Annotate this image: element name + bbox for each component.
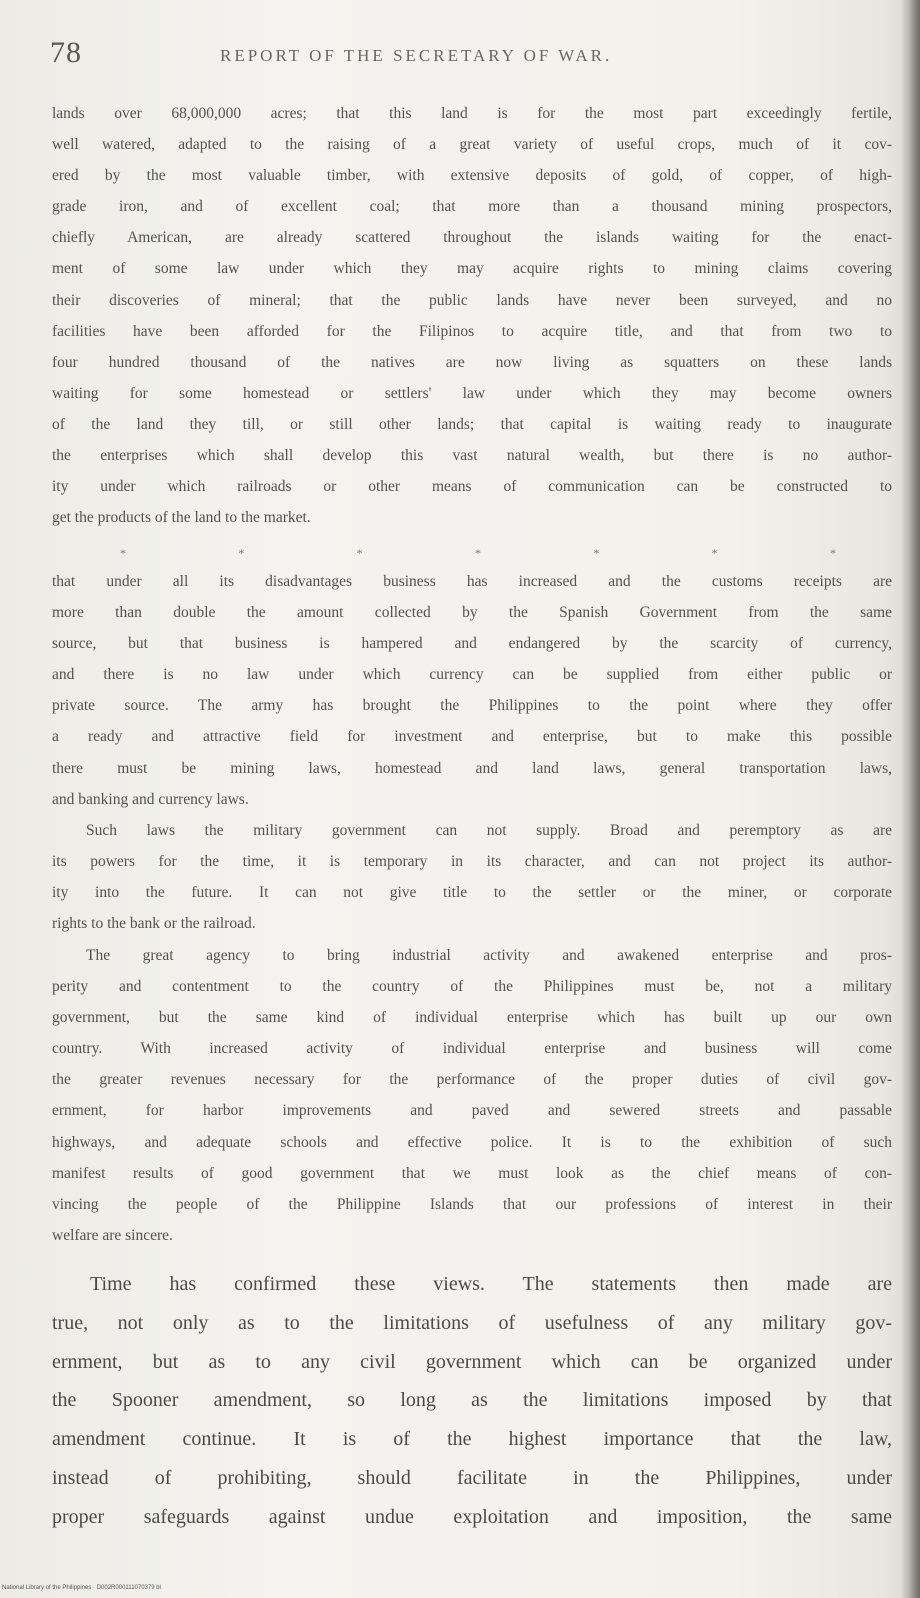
asterisk: * [711,546,718,560]
text-line: government, but the same kind of individual enterprise which has built up our own [52,1009,892,1027]
text-line: Such laws the military government can not supply. Broad and peremptory as are [86,822,892,839]
text-line: facilities have been afforded for the Filipinos to acquire title, and that from two to [52,322,892,340]
text-line: private source. The army has brought the Philippines to the point where they offer [52,697,892,715]
text-line: their discoveries of mineral; that the public lands have never been surveyed, and no [52,291,892,309]
asterisk: * [593,546,600,560]
text-line: that under all its disadvantages business has increased and the customs receipts are [52,573,892,590]
text-line: ity into the future. It can not give title to the settler or the miner, or corporate [52,884,892,902]
text-line: chiefly American, are already scattered throughout the islands waiting for the enact- [52,229,892,247]
text-line: grade iron, and of excellent coal; that more than a thousand mining prospectors, [52,198,892,216]
text-line: true, not only as to the limitations of usefulness of any military gov- [52,1311,892,1334]
text-line: ernment, for harbor improvements and paved and sewered streets and passable [52,1102,892,1120]
text-line: ered by the most valuable timber, with extensive deposits of gold, of copper, of high- [52,167,892,185]
quote-block-4 [52,940,892,1251]
text-line: a ready and attractive field for investment and enterprise, but to make this possible [52,728,892,746]
text-line: rights to the bank or the railroad. [52,915,256,933]
quote-block-1 [52,98,892,533]
text-line: ity under which railroads or other means of communication can be constructed to [52,478,892,496]
text-line: lands over 68,000,000 acres; that this land is for the most part exceedingly fertile, [52,105,892,122]
text-line: waiting for some homestead or settlers' law under which they may become owners [52,384,892,402]
text-line: well watered, adapted to the raising of a great variety of useful crops, much of it cov- [52,136,892,154]
text-line: Time has confirmed these views. The statements then made are [90,1273,892,1295]
text-line: ment of some law under which they may acquire rights to mining claims covering [52,260,892,278]
text-line: ernment, but as to any civil government which can be organized under [52,1350,892,1373]
text-line: and there is no law under which currency can be supplied from either public or [52,666,892,684]
omission-asterisks [52,546,892,566]
text-line: proper safeguards against undue exploitation and imposition, the same [52,1505,892,1528]
text-line: The great agency to bring industrial activity and awakened enterprise and pros- [86,947,892,964]
text-line: highways, and adequate schools and effective police. It is to the exhibition of such [52,1133,892,1151]
text-line: country. With increased activity of individual enterprise and business will come [52,1040,892,1058]
text-line: get the products of the land to the market. [52,509,311,527]
text-line: instead of prohibiting, should facilitate in the Philippines, under [52,1466,892,1489]
text-line: welfare are sincere. [52,1226,173,1244]
asterisk: * [238,546,245,560]
running-title: REPORT OF THE SECRETARY OF WAR. [220,46,613,65]
text-line: amendment continue. It is of the highest importance that the law, [52,1428,892,1451]
quote-block-3 [52,815,892,939]
text-line: there must be mining laws, homestead and land laws, general transportation laws, [52,759,892,777]
asterisk: * [356,546,363,560]
text-line: its powers for the time, it is temporary in its character, and can not project its author- [52,853,892,871]
text-line: perity and contentment to the country of the Philippines must be, not a military [52,978,892,996]
text-line: manifest results of good government that we must look as the chief means of con- [52,1164,892,1182]
text-line: the enterprises which shall develop this vast natural wealth, but there is no author- [52,447,892,465]
main-paragraph [52,1265,892,1537]
asterisk: * [120,546,126,560]
text-line: the Spooner amendment, so long as the limitations imposed by that [52,1389,892,1412]
text-line: and banking and currency laws. [52,790,249,808]
running-head [50,36,888,86]
text-line: the greater revenues necessary for the performance of the proper duties of civil gov- [52,1071,892,1089]
asterisk: * [829,546,836,560]
text-line: four hundred thousand of the natives are now living as squatters on these lands [52,353,892,371]
text-line: source, but that business is hampered and endangered by the scarcity of currency, [52,635,892,653]
asterisk: * [474,546,481,560]
text-line: vincing the people of the Philippine Islands that our professions of interest in their [52,1195,892,1213]
page-number: 78 [50,36,82,69]
text-line: more than double the amount collected by the Spanish Government from the same [52,604,892,622]
page-edge-shadow [902,0,920,1598]
text-line: of the land they till, or still other lands; that capital is waiting ready to inaugurate [52,415,892,433]
quote-block-2 [52,566,892,815]
scan-footer-credit: National Library of the Philippines · D002R000111070379 bl [2,1585,161,1591]
